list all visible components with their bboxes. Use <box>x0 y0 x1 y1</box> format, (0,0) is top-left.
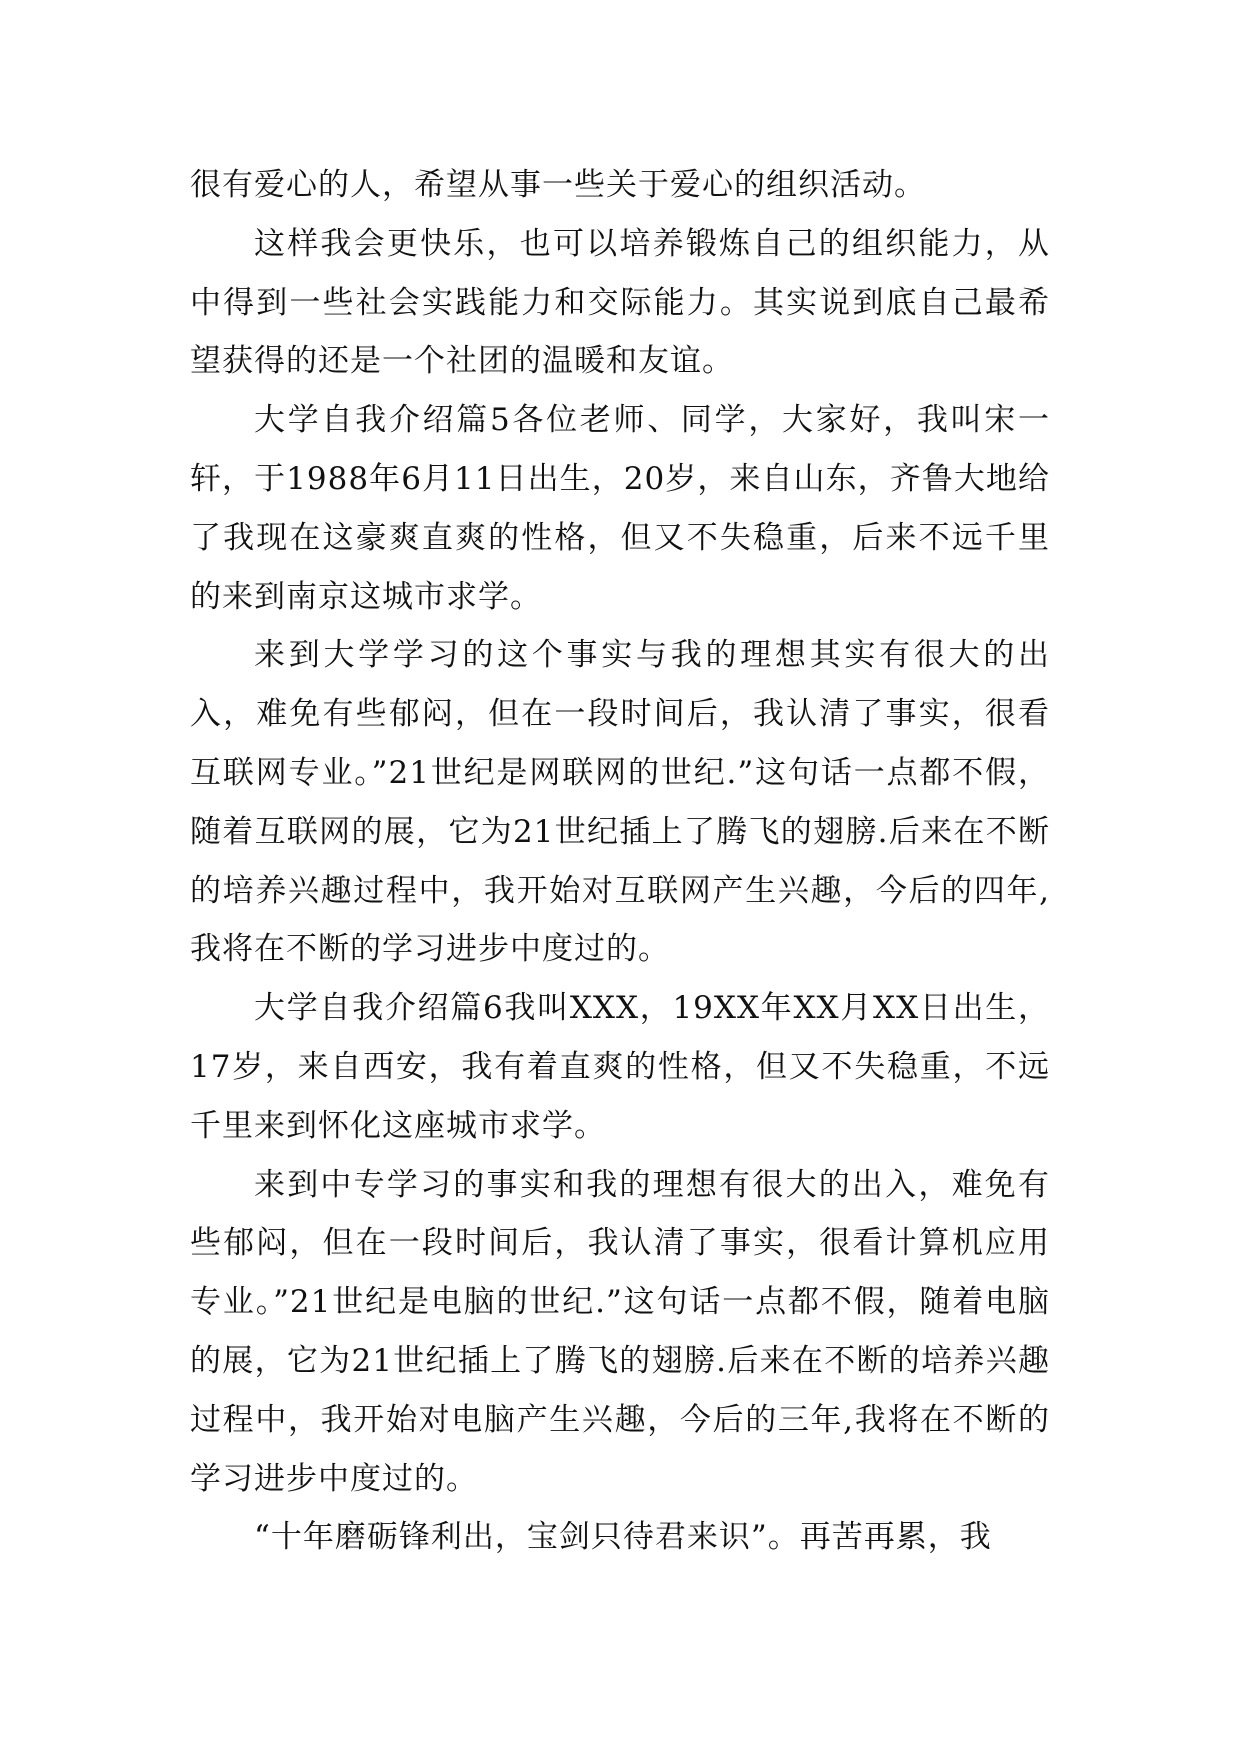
paragraph-1: 很有爱心的人，希望从事一些关于爱心的组织活动。 <box>190 167 926 203</box>
paragraph-2: 这样我会更快乐，也可以培养锻炼自己的组织能力，从中得到一些社会实践能力和交际能力。其实说到底自己最希望获得的还是一个社团的温暖和友谊。 <box>190 225 1050 380</box>
paragraph-7: “十年磨砺锋利出，宝剑只待君来识”。再苦再累，我 <box>254 1519 992 1556</box>
paragraph-4: 来到大学学习的这个事实与我的理想其实有很大的出入，难免有些郁闷，但在一段时间后，我认清了事实，很看互联网专业。”21世纪是网联网的世纪.”这句话一点都不假，随着互联网的展，它为21世纪插上了腾飞的翅膀.后来在不断的培养兴趣过程中，我开始对互联网产生兴趣，今后的四年,我将在不断的学习进步中度过的。 <box>190 637 1050 968</box>
paragraph-5: 大学自我介绍篇6我叫XXX，19XX年XX月XX日出生，17岁，来自西安，我有着直爽的性格，但又不失稳重，不远千里来到怀化这座城市求学。 <box>190 990 1050 1144</box>
body-text <box>190 156 1050 1567</box>
paragraph-6: 来到中专学习的事实和我的理想有很大的出入，难免有些郁闷，但在一段时间后，我认清了事实，很看计算机应用专业。”21世纪是电脑的世纪.”这句话一点都不假，随着电脑的展，它为21世纪插上了腾飞的翅膀.后来在不断的培养兴趣过程中，我开始对电脑产生兴趣，今后的三年,我将在不断的学习进步中度过的。 <box>190 1166 1050 1497</box>
paragraph-3: 大学自我介绍篇5各位老师、同学，大家好，我叫宋一轩，于1988年6月11日出生，20岁，来自山东，齐鲁大地给了我现在这豪爽直爽的性格，但又不失稳重，后来不远千里的来到南京这城市求学。 <box>190 402 1050 615</box>
